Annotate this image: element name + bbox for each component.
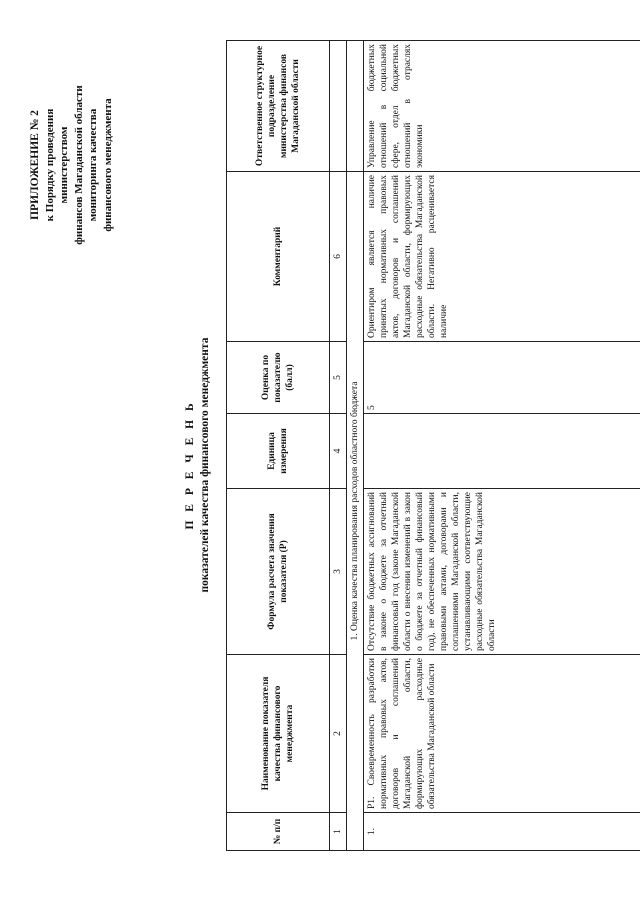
row-number: 1. (364, 813, 640, 851)
appendix-line: к Порядку проведения министерством (43, 108, 70, 222)
appendix-line: мониторинга качества (87, 108, 99, 222)
column-number: 2 (330, 655, 347, 813)
indicator-unit (364, 414, 640, 489)
header-responsible: Ответственное структурное подразделение министерства финансов Магаданской области (227, 41, 330, 172)
column-number: 5 (330, 342, 347, 414)
column-number-row (330, 41, 347, 851)
appendix-title: ПРИЛОЖЕНИЕ № 2 (29, 110, 41, 220)
document-subtitle: показателей качества финансового менеджмента (199, 337, 211, 593)
indicator-name: P1. Своевременность разработки нормативных правовых актов, договоров и соглашений Магаданской области, формирующих расходные обязательства Магаданской области (364, 655, 640, 813)
indicator-score: 5 (364, 342, 640, 414)
header-unit: Единица измерения (227, 414, 330, 489)
header-comment: Комментарий (227, 172, 330, 342)
table-row (364, 41, 640, 851)
indicator-comment: Ориентиром является наличие принятых нормативных правовых актов, договоров и соглашений Магаданской области, формирующих расходные обязательства Магаданской области. Негативно расценивается наличие (364, 172, 640, 342)
header-name: Наименование показателя качества финансового менеджмента (227, 655, 330, 813)
column-number (330, 41, 347, 172)
column-number: 1 (330, 813, 347, 851)
section-empty-cell (347, 41, 364, 172)
column-number: 6 (330, 172, 347, 342)
appendix-line: финансового менеджмента (101, 98, 114, 232)
section-row (347, 41, 364, 851)
column-number: 4 (330, 414, 347, 489)
indicator-responsible: Управление бюджетных отношений в социальной сфере, отдел бюджетных отношений в отраслях экономики (364, 41, 640, 172)
header-no: № п/п (227, 813, 330, 851)
document-heading (183, 205, 213, 725)
indicators-table (226, 40, 640, 851)
section-title: 1. Оценка качества планирования расходов областного бюджета (347, 172, 364, 851)
document-title: П Е Р Е Ч Е Н Ь (184, 400, 196, 530)
header-formula: Формула расчета значения показателя (Р) (227, 489, 330, 655)
header-score: Оценка по показателю (балл) (227, 342, 330, 414)
indicator-formula: Отсутствие бюджетных ассигнований в законе о бюджете за отчетный финансовый год (законе Магаданской области о внесении изменений в закон о бюджете за отчетный финансовый год), не обеспеченных нормативными правовыми актами, договорами и соглашениями Магаданской области, устанавливающими соответствующие расходные обязательства Магаданской области (364, 489, 640, 655)
appendix-line: финансов Магаданской области (72, 85, 85, 245)
table-header-row (227, 41, 330, 851)
column-number: 3 (330, 489, 347, 655)
appendix-block (28, 75, 115, 255)
